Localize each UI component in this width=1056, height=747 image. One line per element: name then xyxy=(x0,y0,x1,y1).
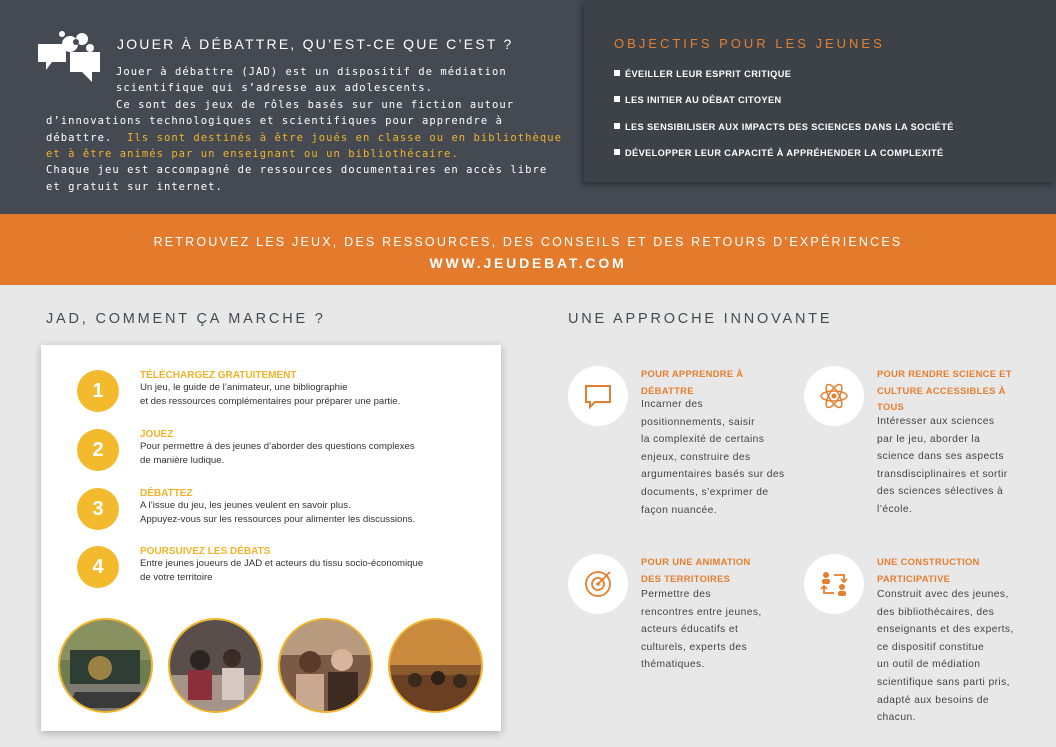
photo-library xyxy=(388,618,483,713)
step-title: JOUEZ xyxy=(140,429,174,440)
intro-line: Chaque jeu est accompagné de ressources documentaires en accès libre xyxy=(46,164,548,177)
objectifs-title: OBJECTIFS POUR LES JEUNES xyxy=(614,36,885,51)
square-bullet-icon xyxy=(614,123,620,129)
step-item xyxy=(41,488,501,538)
intro-line: d’innovations technologiques et scientifiques pour apprendre à xyxy=(46,115,504,128)
step-desc: Pour permettre à des jeunes d’aborder des questions complexes de manière ludique. xyxy=(140,441,415,466)
step-desc: A l’issue du jeu, les jeunes veulent en savoir plus. Appuyez-vous sur les ressources pour alimenter les discussions. xyxy=(140,500,416,525)
photo-group xyxy=(278,618,373,713)
objectifs-box xyxy=(584,0,1056,182)
objectif-item: ÉVEILLER LEUR ESPRIT CRITIQUE xyxy=(614,69,954,95)
approche-title: UNE APPROCHE INNOVANTE xyxy=(568,311,833,327)
resources-banner xyxy=(0,214,1056,285)
photo-classroom xyxy=(168,618,263,713)
intro-line: Ce sont des jeux de rôles basés sur une fiction autour xyxy=(116,98,515,111)
approche-item-title: POUR UNE ANIMATION DES TERRITOIRES xyxy=(641,556,751,584)
top-section xyxy=(0,0,1056,214)
objectif-item: DÉVELOPPER LEUR CAPACITÉ À APPRÉHENDER LA COMPLEXITÉ xyxy=(614,148,954,174)
people-exchange-icon xyxy=(804,554,864,614)
photo-laptop xyxy=(58,618,153,713)
intro-line-mixed xyxy=(46,130,563,146)
square-bullet-icon xyxy=(614,149,620,155)
target-icon xyxy=(568,554,628,614)
step-item xyxy=(41,370,501,420)
objectif-item: LES SENSIBILISER AUX IMPACTS DES SCIENCES DANS LA SOCIÉTÉ xyxy=(614,122,954,148)
approche-item-title: POUR APPRENDRE À DÉBATTRE xyxy=(641,368,744,396)
intro-line: Jouer à débattre (JAD) est un dispositif de médiation xyxy=(116,66,507,78)
approche-item-desc: Intéresser aux sciences par le jeu, aborder la science dans ses aspects transdisciplinaires et sortir des sciences sélectives à l’école. xyxy=(877,416,1008,515)
intro-line: scientifique qui s’adresse aux adolescents. xyxy=(116,82,433,95)
step-number: 4 xyxy=(77,546,119,588)
step-number: 2 xyxy=(77,429,119,471)
intro-highlight: et à être animés par un enseignant ou un bibliothécaire. xyxy=(46,148,459,161)
square-bullet-icon xyxy=(614,96,620,102)
objectifs-list xyxy=(614,69,954,175)
step-number: 3 xyxy=(77,488,119,530)
step-desc: Un jeu, le guide de l’animateur, une bibliographie et des ressources complémentaires pour préparer une partie. xyxy=(140,382,401,407)
intro-line: débattre. xyxy=(46,131,113,144)
step-title: DÉBATTEZ xyxy=(140,488,193,499)
step-title: POURSUIVEZ LES DÉBATS xyxy=(140,546,271,557)
intro-line: et gratuit sur internet. xyxy=(46,180,223,193)
approche-item-desc: Incarner des positionnements, saisir la complexité de certains enjeux, construire des argumentaires basés sur des documents, s’exprimer de façon nuancée. xyxy=(641,399,785,516)
atom-icon xyxy=(804,366,864,426)
approche-item-title: POUR RENDRE SCIENCE ET CULTURE ACCESSIBLES À TOUS xyxy=(877,368,1012,412)
step-number: 1 xyxy=(77,370,119,412)
step-item xyxy=(41,546,501,596)
step-item xyxy=(41,429,501,479)
approche-item-desc: Construit avec des jeunes, des bibliothécaires, des enseignants et des experts, ce dispositif constitue un outil de médiation scientifique sans parti pris, adapté aux besoins de chacun. xyxy=(877,589,1014,724)
square-bullet-icon xyxy=(614,70,620,76)
step-desc: Entre jeunes joueurs de JAD et acteurs du tissu socio-économique de votre territoire xyxy=(140,558,424,583)
jad-intro xyxy=(46,64,563,195)
step-title: TÉLÉCHARGEZ GRATUITEMENT xyxy=(140,370,297,381)
approche-item-title: UNE CONSTRUCTION PARTICIPATIVE xyxy=(877,556,980,584)
comment-title: JAD, COMMENT ÇA MARCHE ? xyxy=(46,311,326,327)
banner-text: RETROUVEZ LES JEUX, DES RESSOURCES, DES CONSEILS ET DES RETOURS D’EXPÉRIENCES xyxy=(153,235,903,249)
jad-title: JOUER À DÉBATTRE, QU’EST-CE QUE C’EST ? xyxy=(117,36,514,52)
approche-item-desc: Permettre des rencontres entre jeunes, acteurs éducatifs et culturels, experts des thématiques. xyxy=(641,589,762,671)
speech-bubble-icon xyxy=(568,366,628,426)
intro-highlight: Ils sont destinés à être joués en classe ou en bibliothèque xyxy=(127,131,563,144)
objectif-item: LES INITIER AU DÉBAT CITOYEN xyxy=(614,95,954,121)
steps-card xyxy=(41,345,501,731)
website-link[interactable]: WWW.JEUDEBAT.COM xyxy=(429,255,627,271)
